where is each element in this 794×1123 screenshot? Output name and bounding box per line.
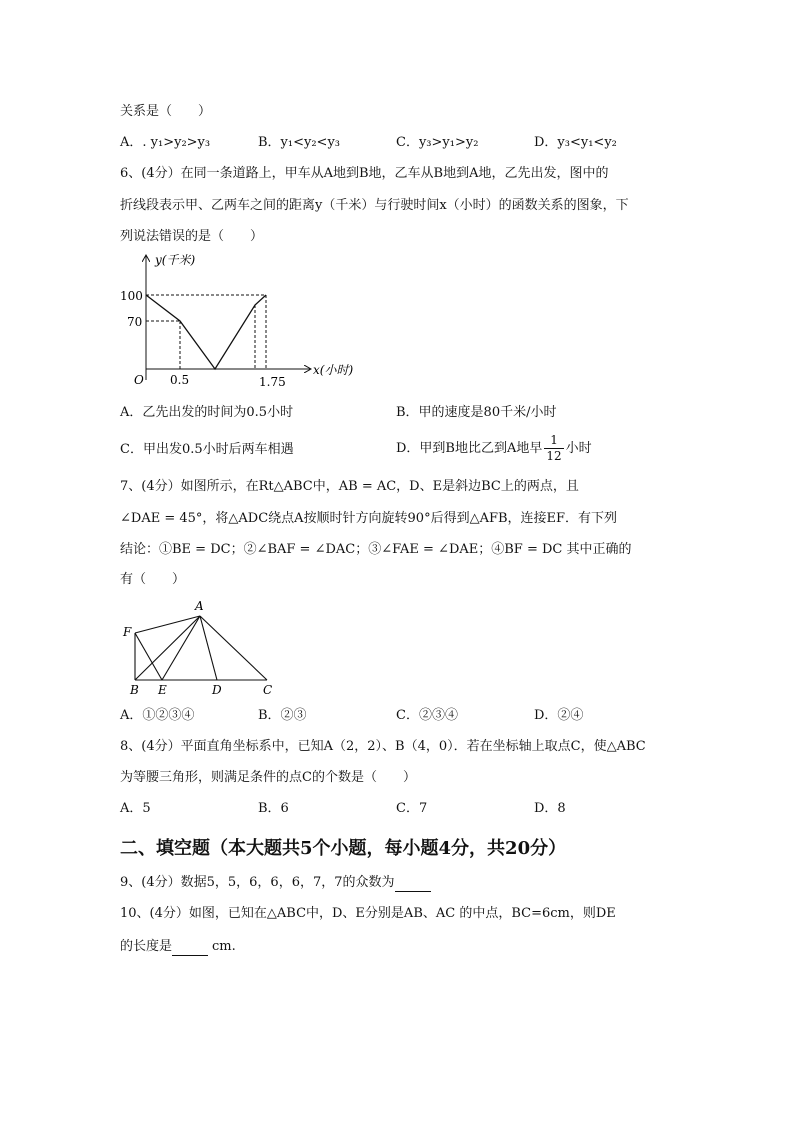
q6-distance-time-graph bbox=[110, 250, 370, 395]
y-tick-100: 100 bbox=[120, 289, 143, 303]
q6-line-1: 6、(4分）在同一条道路上，甲车从A地到B地，乙车从B地到A地，乙先出发，图中的 bbox=[120, 166, 609, 181]
q7-option-b: B．②③ bbox=[258, 708, 307, 723]
label-D: D bbox=[212, 683, 222, 697]
q6-option-b: B．甲的速度是80千米/小时 bbox=[396, 405, 557, 420]
q10-line2-prefix: 的长度是 bbox=[120, 939, 173, 954]
q6-option-d-suffix: 小时 bbox=[565, 441, 592, 456]
q8-option-b: B．6 bbox=[258, 801, 289, 816]
q8-line-1: 8、(4分）平面直角坐标系中，已知A（2，2）、B（4，0）．若在坐标轴上取点C，使△ABC bbox=[120, 739, 646, 754]
q7-option-c: C．②③④ bbox=[396, 708, 458, 723]
q7-line-3: 结论：①BE = DC；②∠BAF = ∠DAC；③∠FAE = ∠DAE；④BF = DC 其中正确的 bbox=[120, 542, 632, 557]
fraction-numerator: 1 bbox=[544, 433, 563, 449]
q6-option-a: A．乙先出发的时间为0.5小时 bbox=[120, 405, 294, 420]
q7-triangle-figure bbox=[115, 596, 290, 698]
y-tick-70: 70 bbox=[127, 315, 143, 329]
q5-option-d: D．y₃<y₁<y₂ bbox=[534, 135, 617, 150]
q10-line2-suffix: cm. bbox=[212, 939, 236, 954]
q8-line-2: 为等腰三角形，则满足条件的点C的个数是（ ） bbox=[120, 770, 416, 785]
label-C: C bbox=[263, 683, 273, 697]
q6-option-c: C．甲出发0.5小时后两车相遇 bbox=[120, 442, 294, 457]
q5-tail: 关系是（ ） bbox=[120, 104, 212, 119]
q7-option-a: A．①②③④ bbox=[120, 708, 195, 723]
q7-line-2: ∠DAE = 45°，将△ADC绕点A按顺时针方向旋转90°后得到△AFB，连接EF．有下列 bbox=[120, 511, 618, 526]
q5-option-b: B．y₁<y₂<y₃ bbox=[258, 135, 341, 150]
q5-option-c: C．y₃>y₁>y₂ bbox=[396, 135, 479, 150]
q10-line-2 bbox=[120, 938, 236, 956]
q9-text: 9、(4分）数据5，5，6，6，6，7，7的众数为 bbox=[120, 875, 395, 890]
q7-option-d: D．②④ bbox=[534, 708, 584, 723]
label-F: F bbox=[123, 625, 132, 639]
x-tick-1.75: 1.75 bbox=[259, 375, 286, 389]
q5-option-a: A．. y₁>y₂>y₃ bbox=[120, 135, 211, 150]
x-tick-0.5: 0.5 bbox=[170, 373, 190, 387]
q8-option-d: D．8 bbox=[534, 801, 566, 816]
distance-polyline bbox=[146, 295, 266, 369]
q6-option-d-prefix: D．甲到B地比乙到A地早 bbox=[396, 441, 543, 456]
q7-line-4: 有（ ） bbox=[120, 572, 186, 587]
fraction-denominator: 12 bbox=[546, 449, 562, 463]
q6-option-d-fraction bbox=[544, 433, 563, 464]
origin-label: O bbox=[134, 373, 144, 387]
q6-option-d bbox=[396, 433, 592, 464]
label-B: B bbox=[130, 683, 139, 697]
q9-answer-blank bbox=[395, 877, 431, 892]
label-E: E bbox=[158, 683, 167, 697]
q6-line-3: 列说法错误的是（ ） bbox=[120, 229, 264, 244]
section-2-heading: 二、填空题（本大题共5个小题，每小题4分，共20分） bbox=[120, 838, 567, 859]
q6-line-2: 折线段表示甲、乙两车之间的距离y（千米）与行驶时间x（小时）的函数关系的图象，下 bbox=[120, 198, 629, 213]
y-axis-label: y(千米) bbox=[155, 253, 196, 267]
q10-line-1: 10、(4分）如图，已知在△ABC中，D、E分别是AB、AC 的中点，BC=6cm，则DE bbox=[120, 906, 616, 921]
x-axis-label: x(小时) bbox=[313, 363, 354, 377]
q8-option-a: A．5 bbox=[120, 801, 151, 816]
label-A: A bbox=[195, 599, 204, 613]
q10-answer-blank bbox=[172, 941, 208, 956]
q9-line bbox=[120, 874, 431, 892]
q7-line-1: 7、(4分）如图所示，在Rt△ABC中，AB = AC，D、E是斜边BC上的两点，且 bbox=[120, 479, 579, 494]
q8-option-c: C．7 bbox=[396, 801, 428, 816]
